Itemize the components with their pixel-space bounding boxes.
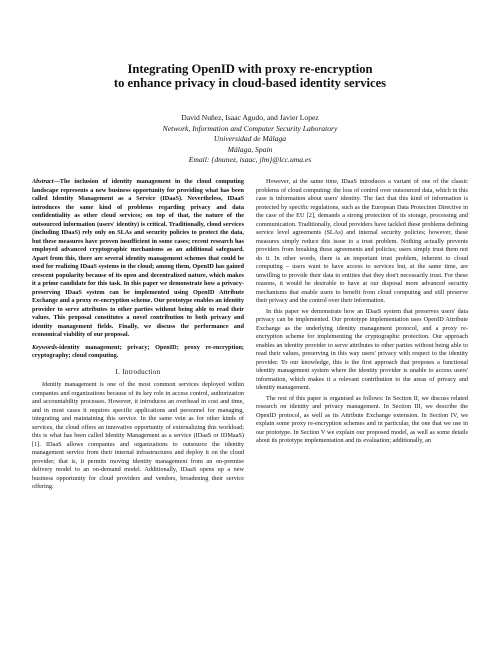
right-paragraph-1: However, at the same time, IDaaS introduces a variant of one of the classic problems of cloud computing: the loss of control over outsourced data, which in this case is information about users' identity. The fact that this kind of information is protected by specific regulations, such as the European Data Protection Directive in the case of the EU [2], demands a strong protection of its storage, processing and communication. Traditionally, cloud providers have tackled these problems defining service level agreements (SLAs) and internal security policies; however, these measures simply reduce this issue to a trust problem. Nothing actually prevents providers from breaking these agreements and policies; users simply trust them not do it. In other words, there is an important trust problem, inherent to cloud computing – users want to have access to services but, at the same time, are unwilling to provide their data to entities that they don't necessarily trust. For these reasons, it would be desirable to have at our disposal more advanced security mechanisms that enable users to benefit from cloud computing and still preserve their privacy and the control over their information.: [256, 178, 468, 304]
title-line-1: Integrating OpenID with proxy re-encryption: [127, 62, 373, 76]
right-paragraph-3: The rest of this paper is organised as follows: In Section II, we discuss related research on identity and privacy management. In Section III, we describe the OpenID protocol, as well as its Attribute Exchange extension. In Section IV, we explain some proxy re-encryption schemes and in particular, the one that we use in our prototype. In Section V we explain our proposed model, as well as some details about its prototype implementation and its evaluation; additionally, an: [256, 394, 468, 444]
title-line-2: to enhance privacy in cloud-based identity services: [113, 76, 387, 90]
right-paragraph-2: In this paper we demonstrate how an IDaaS system that preserves users' data privacy can be implemented. Our prototype implementation uses OpenID Attribute Exchange as the underlying identity management protocol, and a proxy re-encryption scheme for implementing the cryptographic protection. Our approach enables an identity provider to serve attributes to other parties without being able to read their values, preserving in this way users' privacy with respect to the identity provider. To our knowledge, this is the first approach that proposes a functional identity management system where the identity provider is unable to access users' information, which makes it a relevant contribution to the areas of privacy and identity management.: [256, 307, 468, 391]
abstract: [32, 178, 244, 340]
author-email: Email: {dnunez, isaac, jlm}@lcc.uma.es: [188, 155, 312, 165]
affiliation-city: Málaga, Spain: [227, 144, 273, 154]
intro-paragraph-1: Identity management is one of the most common services deployed within companies and organizations because of its key role in access control, authorization and accountability processes. However, it introduces an overhead in cost and time, and in most cases it requires specific applications and personnel for managing, integrating and maintaining this service. In the same vein as for other kinds of services, the cloud offers an innovative opportunity of externalizing this workload; this is what has been called Identity Management as a service (IDaaS or IDMaaS) [1]. IDaaS allows companies and organizations to outsource the identity management service from their internal infrastructures and deploy it on the cloud provider; that is, it permits moving identity management from an on-premise delivery model to an on-demand model. Additionally, IDaaS opens up a new business opportunity for cloud providers and vendors, broadening their service offering.: [32, 381, 244, 490]
abstract-lead: Abstract: [32, 178, 54, 185]
paper-title: [40, 62, 460, 90]
keywords-lead: Keywords: [32, 343, 57, 351]
keywords-text: -identity management; privacy; OpenID; proxy re-encryption; cryptography; cloud computing.: [32, 343, 244, 359]
right-column: [256, 178, 468, 446]
affiliation-university: Universidad de Málaga: [213, 134, 287, 144]
abstract-text: —The inclusion of identity management in the cloud computing landscape represents a new business opportunity for providing what has been called Identity Management as a Service (IDaaS). Nevertheless, IDaaS introduces the same kind of problems regarding privacy and data confidentiality as other cloud services; on top of that, the nature of the outsourced information (users' identity) is critical. Traditionally, cloud services (including IDaaS) rely only on SLAs and security policies to protect the data, but these measures have proven insufficient in some cases; recent research has employed advanced cryptographic mechanisms as an additional safeguard. Apart from this, there are several identity management schemes that could be used for realizing IDaaS systems in the cloud; among them, OpenID has gained crescent popularity because of its open and decentralized nature, which makes it a prime candidate for this task. In this paper we demonstrate how a privacy-preserving IDaaS system can be implemented using OpenID Attribute Exchange and a proxy re-encryption scheme. Our prototype enables an identity provider to serve attributes to other parties without being able to read their values. This proposal constitutes a novel contribution to both privacy and identity management fields. Finally, we discuss the performance and economical viability of our proposal.: [32, 178, 244, 338]
affiliation-lab: Network, Information and Computer Security Laboratory: [162, 123, 338, 133]
left-column: [32, 178, 244, 492]
author-block: [60, 113, 440, 166]
section-heading-introduction: I. Introduction: [115, 367, 161, 376]
keywords: [32, 344, 244, 361]
author-names: David Nuñez, Isaac Agudo, and Javier Lopez: [181, 113, 319, 122]
